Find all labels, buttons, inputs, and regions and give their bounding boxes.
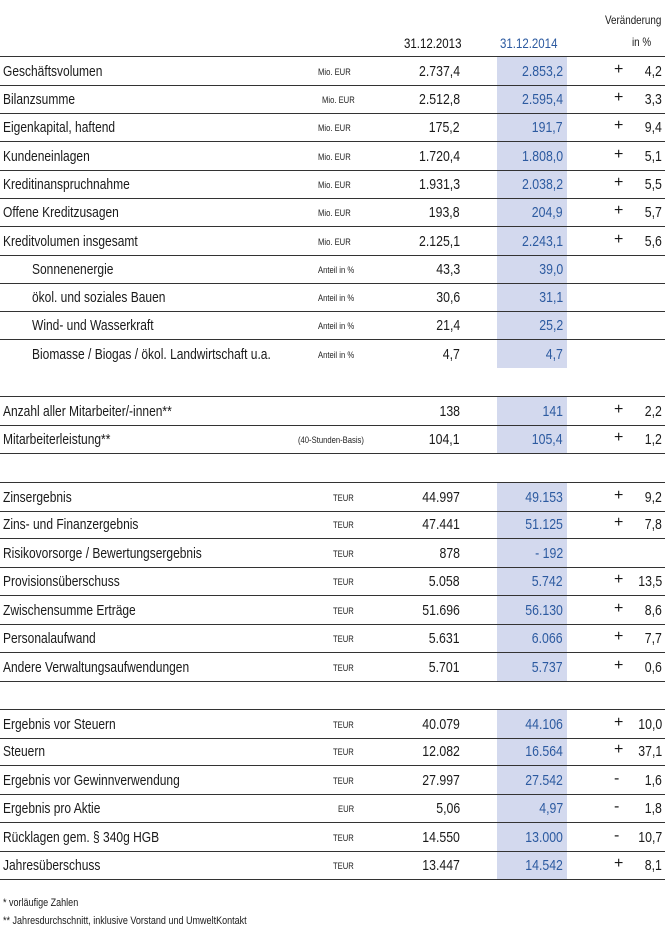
row-label: Ergebnis vor Steuern: [3, 716, 116, 733]
row-label: Eigenkapital, haftend: [3, 119, 116, 136]
table-row: [0, 56, 665, 86]
row-unit: TEUR: [333, 493, 354, 503]
change-sign: +: [614, 514, 624, 531]
value-2013: 2.737,4: [418, 63, 460, 80]
change-percent: 7,8: [644, 516, 662, 533]
row-label: Ergebnis pro Aktie: [3, 800, 101, 817]
value-2014: 2.595,4: [521, 91, 563, 108]
change-sign: +: [614, 855, 624, 872]
row-unit: Anteil in %: [318, 321, 355, 331]
row-label: Sonnenenergie: [32, 261, 114, 278]
change-sign: +: [614, 657, 624, 674]
change-sign: -: [614, 770, 620, 787]
row-label: Personalaufwand: [3, 630, 96, 647]
row-label: Rücklagen gem. § 340g HGB: [3, 829, 160, 846]
value-2014: 14.542: [525, 857, 563, 874]
row-label: Offene Kreditzusagen: [3, 204, 119, 221]
value-2014: 31,1: [539, 289, 563, 306]
row-label: Anzahl aller Mitarbeiter/-innen**: [3, 403, 172, 420]
value-2014: 5.742: [532, 573, 563, 590]
value-2014: 16.564: [525, 743, 563, 760]
row-label: Zins- und Finanzergebnis: [3, 516, 139, 533]
row-unit: TEUR: [333, 720, 354, 730]
row-label: Provisionsüberschuss: [3, 573, 120, 590]
change-percent: 7,7: [644, 630, 662, 647]
value-2014: 1.808,0: [521, 148, 563, 165]
change-percent: 9,2: [644, 489, 662, 506]
change-sign: +: [614, 741, 624, 758]
row-label: ökol. und soziales Bauen: [32, 289, 166, 306]
value-2014: 191,7: [532, 119, 563, 136]
change-sign: +: [614, 174, 624, 191]
change-percent: 8,6: [644, 602, 662, 619]
value-2013: 1.720,4: [418, 148, 460, 165]
change-percent: 3,3: [644, 91, 662, 108]
change-percent: 13,5: [638, 573, 662, 590]
value-2013: 47.441: [422, 516, 460, 533]
table-row: [0, 653, 665, 682]
table-row: [0, 567, 665, 596]
value-2013: 175,2: [429, 119, 460, 136]
table-row: [0, 113, 665, 142]
header-change-line1: Veränderung: [605, 13, 662, 27]
value-2014: 56.130: [525, 602, 563, 619]
value-2014: 5.737: [532, 659, 563, 676]
value-2013: 13.447: [422, 857, 460, 874]
change-percent: 1,6: [644, 772, 662, 789]
value-2013: 5.631: [429, 630, 460, 647]
header-col-2014: 31.12.2014: [500, 35, 558, 51]
row-label: Biomasse / Biogas / ökol. Landwirtschaft u.a.: [32, 346, 271, 363]
change-percent: 5,7: [644, 204, 662, 221]
change-sign: +: [614, 429, 624, 446]
table-row: [0, 539, 665, 568]
value-2014: 105,4: [532, 431, 563, 448]
change-percent: 1,8: [644, 800, 662, 817]
value-2014: 49.153: [525, 489, 563, 506]
table-row: [0, 283, 665, 312]
row-unit: TEUR: [333, 663, 354, 673]
value-2013: 4,7: [442, 346, 460, 363]
value-2014: 6.066: [532, 630, 563, 647]
row-unit: Mio. EUR: [318, 67, 351, 77]
value-2014: - 192: [534, 545, 563, 562]
table-row: [0, 425, 665, 454]
change-percent: 2,2: [644, 403, 662, 420]
change-percent: 37,1: [638, 743, 662, 760]
change-percent: 5,6: [644, 233, 662, 250]
row-label: Ergebnis vor Gewinnverwendung: [3, 772, 180, 789]
change-percent: 0,6: [644, 659, 662, 676]
value-2013: 138: [439, 403, 460, 420]
row-label: Risikovorsorge / Bewertungsergebnis: [3, 545, 202, 562]
row-unit: TEUR: [333, 606, 354, 616]
row-unit: Anteil in %: [318, 293, 355, 303]
footnote-2: ** Jahresdurchschnitt, inklusive Vorstand und UmweltKontakt: [3, 915, 247, 927]
value-2013: 21,4: [436, 317, 460, 334]
value-2014: 141: [542, 403, 563, 420]
table-row: [0, 170, 665, 199]
change-sign: +: [614, 202, 624, 219]
row-unit: Mio. EUR: [318, 123, 351, 133]
table-row: [0, 510, 665, 539]
table-row: [0, 766, 665, 795]
value-2014: 2.853,2: [521, 63, 563, 80]
change-sign: +: [614, 714, 624, 731]
table-row: [0, 85, 665, 114]
change-sign: +: [614, 401, 624, 418]
row-unit: TEUR: [333, 520, 354, 530]
row-label: Kreditinanspruchnahme: [3, 176, 130, 193]
value-2014: 4,97: [539, 800, 563, 817]
header-col-2013: 31.12.2013: [404, 35, 462, 51]
row-label: Mitarbeiterleistung**: [3, 431, 111, 448]
value-2014: 51.125: [525, 516, 563, 533]
row-unit: TEUR: [333, 833, 354, 843]
value-2013: 40.079: [422, 716, 460, 733]
change-percent: 1,2: [644, 431, 662, 448]
row-label: Andere Verwaltungsaufwendungen: [3, 659, 190, 676]
row-unit: TEUR: [333, 634, 354, 644]
row-label: Steuern: [3, 743, 46, 760]
row-unit: TEUR: [333, 776, 354, 786]
change-sign: +: [614, 146, 624, 163]
value-2014: 2.243,1: [521, 233, 563, 250]
value-2013: 2.512,8: [418, 91, 460, 108]
change-sign: +: [614, 231, 624, 248]
change-sign: +: [614, 117, 624, 134]
table-row: [0, 311, 665, 340]
row-unit: TEUR: [333, 549, 354, 559]
table-row: [0, 227, 665, 256]
table-row: [0, 340, 665, 368]
value-2013: 2.125,1: [418, 233, 460, 250]
value-2013: 27.997: [422, 772, 460, 789]
value-2014: 44.106: [525, 716, 563, 733]
table-row: [0, 823, 665, 852]
value-2013: 14.550: [422, 829, 460, 846]
change-sign: +: [614, 487, 624, 504]
header-change-line2: in %: [632, 35, 652, 49]
change-percent: 4,2: [644, 63, 662, 80]
row-unit: Mio. EUR: [318, 152, 351, 162]
row-unit: Mio. EUR: [318, 208, 351, 218]
change-sign: +: [614, 571, 624, 588]
table-row: [0, 396, 665, 426]
table-row: [0, 142, 665, 171]
value-2014: 4,7: [545, 346, 563, 363]
value-2013: 878: [439, 545, 460, 562]
row-label: Wind- und Wasserkraft: [32, 317, 154, 334]
table-row: [0, 624, 665, 653]
row-label: Zwischensumme Erträge: [3, 602, 136, 619]
value-2014: 25,2: [539, 317, 563, 334]
row-unit: TEUR: [333, 747, 354, 757]
value-2013: 43,3: [436, 261, 460, 278]
table-row: [0, 482, 665, 512]
row-label: Zinsergebnis: [3, 489, 72, 506]
row-label: Jahresüberschuss: [3, 857, 101, 874]
row-label: Kreditvolumen insgesamt: [3, 233, 138, 250]
value-2014: 39,0: [539, 261, 563, 278]
change-sign: -: [614, 827, 620, 844]
value-2013: 51.696: [422, 602, 460, 619]
change-percent: 10,0: [638, 716, 662, 733]
value-2013: 44.997: [422, 489, 460, 506]
change-sign: +: [614, 628, 624, 645]
row-unit: Mio. EUR: [318, 237, 351, 247]
row-unit: EUR: [338, 804, 355, 814]
change-percent: 8,1: [644, 857, 662, 874]
row-label: Bilanzsumme: [3, 91, 76, 108]
row-unit: Anteil in %: [318, 350, 355, 360]
table-row: [0, 709, 665, 739]
row-unit: TEUR: [333, 577, 354, 587]
value-2013: 193,8: [429, 204, 460, 221]
value-2014: 2.038,2: [521, 176, 563, 193]
row-label: Kundeneinlagen: [3, 148, 90, 165]
value-2014: 13.000: [525, 829, 563, 846]
table-row: [0, 851, 665, 880]
change-percent: 9,4: [644, 119, 662, 136]
table-row: [0, 255, 665, 284]
row-label: Geschäftsvolumen: [3, 63, 103, 80]
value-2013: 5.701: [429, 659, 460, 676]
value-2013: 1.931,3: [418, 176, 460, 193]
row-unit: Mio. EUR: [318, 180, 351, 190]
value-2013: 30,6: [436, 289, 460, 306]
row-unit: Mio. EUR: [322, 95, 355, 105]
row-unit: TEUR: [333, 861, 354, 871]
table-row: [0, 794, 665, 823]
table-row: [0, 596, 665, 625]
value-2014: 27.542: [525, 772, 563, 789]
row-unit: Anteil in %: [318, 265, 355, 275]
change-percent: 10,7: [638, 829, 662, 846]
change-sign: +: [614, 89, 624, 106]
value-2013: 12.082: [422, 743, 460, 760]
change-sign: -: [614, 798, 620, 815]
value-2013: 5,06: [436, 800, 460, 817]
change-sign: +: [614, 600, 624, 617]
value-2014: 204,9: [532, 204, 563, 221]
row-unit: (40-Stunden-Basis): [298, 435, 364, 445]
change-percent: 5,5: [644, 176, 662, 193]
change-sign: +: [614, 61, 624, 78]
table-row: [0, 737, 665, 766]
footnote-1: * vorläufige Zahlen: [3, 897, 79, 909]
table-row: [0, 198, 665, 227]
value-2013: 104,1: [429, 431, 460, 448]
value-2013: 5.058: [429, 573, 460, 590]
change-percent: 5,1: [644, 148, 662, 165]
